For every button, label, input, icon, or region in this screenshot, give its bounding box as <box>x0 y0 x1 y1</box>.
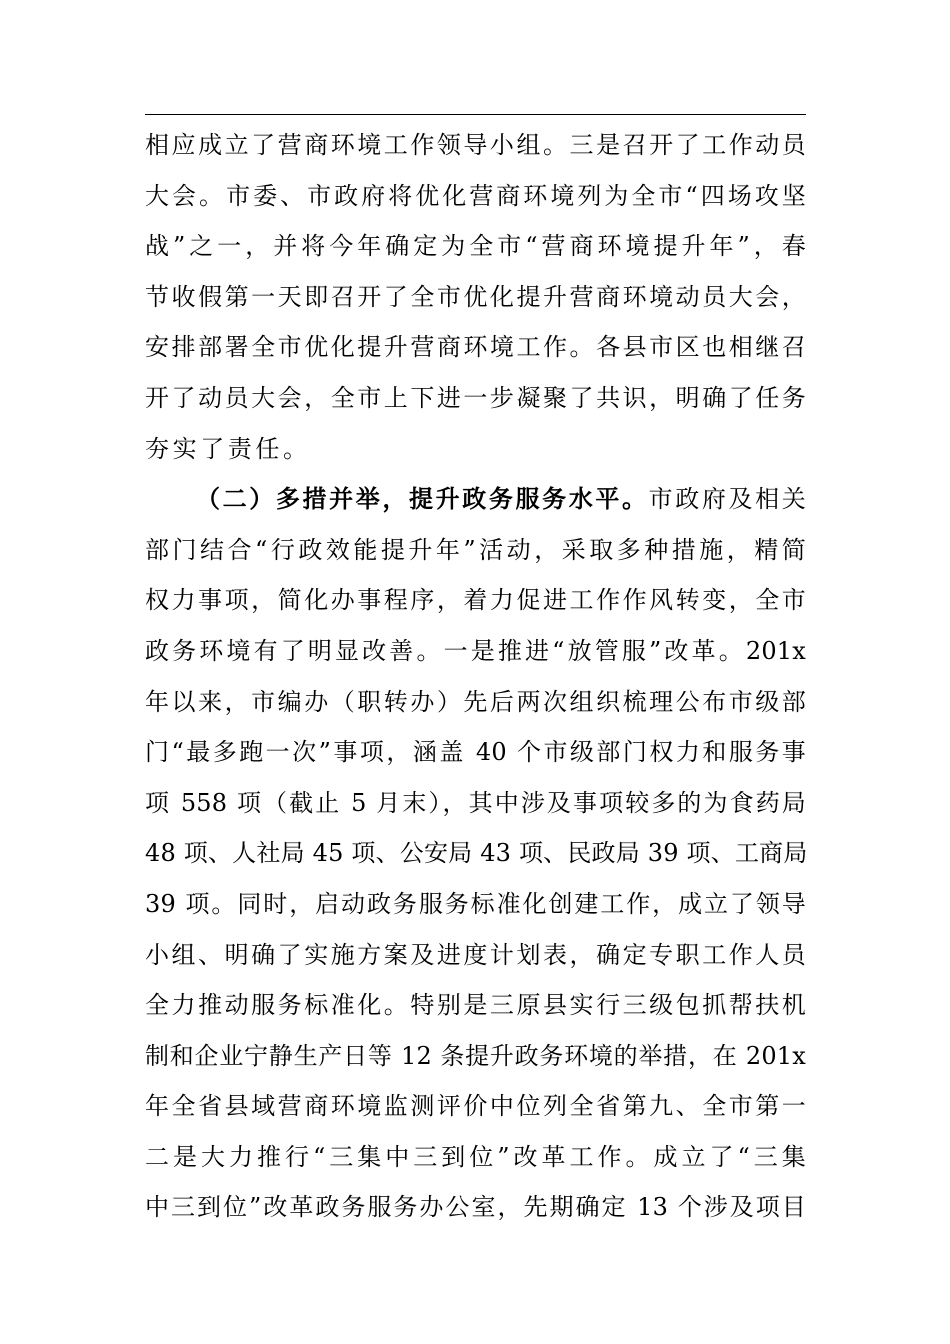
text-line: 中三到位”改革政务服务办公室，先期确定 13 个涉及项目 <box>145 1193 806 1222</box>
text-line: 开了动员大会，全市上下进一步凝聚了共识，明确了任务 <box>145 383 806 412</box>
text-line: 39 项。同时，启动政务服务标准化创建工作，成立了领导 <box>145 889 806 918</box>
text-line: 安排部署全市优化提升营商环境工作。各县市区也相继召 <box>145 333 806 362</box>
header-rule <box>145 114 806 115</box>
section-heading: （二）多措并举，提升政务服务水平。 <box>196 484 649 514</box>
text-line: 战”之一，并将今年确定为全市“营商环境提升年”，春 <box>145 232 806 261</box>
text-line: 门“最多跑一次”事项，涵盖 40 个市级部门权力和服务事 <box>145 738 806 767</box>
paragraph-2 <box>145 480 806 1239</box>
text-line: 大会。市委、市政府将优化营商环境列为全市“四场攻坚 <box>145 181 806 210</box>
document-body <box>145 126 806 1239</box>
text-line: 二是大力推行“三集中三到位”改革工作。成立了“三集 <box>145 1142 806 1171</box>
section-heading-rest: 市政府及相关 <box>648 485 806 514</box>
text-line: 节收假第一天即召开了全市优化提升营商环境动员大会， <box>145 282 806 311</box>
text-line: 项 558 项（截止 5 月末），其中涉及事项较多的为食药局 <box>145 788 806 817</box>
text-line: 夯实了责任。 <box>145 434 311 463</box>
text-line: 制和企业宁静生产日等 12 条提升政务环境的举措，在 201x <box>145 1041 806 1070</box>
text-line: 部门结合“行政效能提升年”活动，采取多种措施，精简 <box>145 535 806 564</box>
text-line: 年以来，市编办（职转办）先后两次组织梳理公布市级部 <box>145 687 806 716</box>
text-line: 全力推动服务标准化。特别是三原县实行三级包抓帮扶机 <box>145 991 806 1020</box>
text-line: 权力事项，简化办事程序，着力促进工作作风转变，全市 <box>145 586 806 615</box>
text-line: 政务环境有了明显改善。一是推进“放管服”改革。201x <box>145 636 806 665</box>
text-line: 相应成立了营商环境工作领导小组。三是召开了工作动员 <box>145 131 806 159</box>
text-line: 48 项、人社局 45 项、公安局 43 项、民政局 39 项、工商局 <box>145 839 808 868</box>
text-line: 小组、明确了实施方案及进度计划表，确定专职工作人员 <box>145 940 806 969</box>
text-line: 年全省县域营商环境监测评价中位列全省第九、全市第一 <box>145 1092 806 1121</box>
paragraph-1 <box>145 126 806 480</box>
section-heading-line <box>145 480 806 531</box>
